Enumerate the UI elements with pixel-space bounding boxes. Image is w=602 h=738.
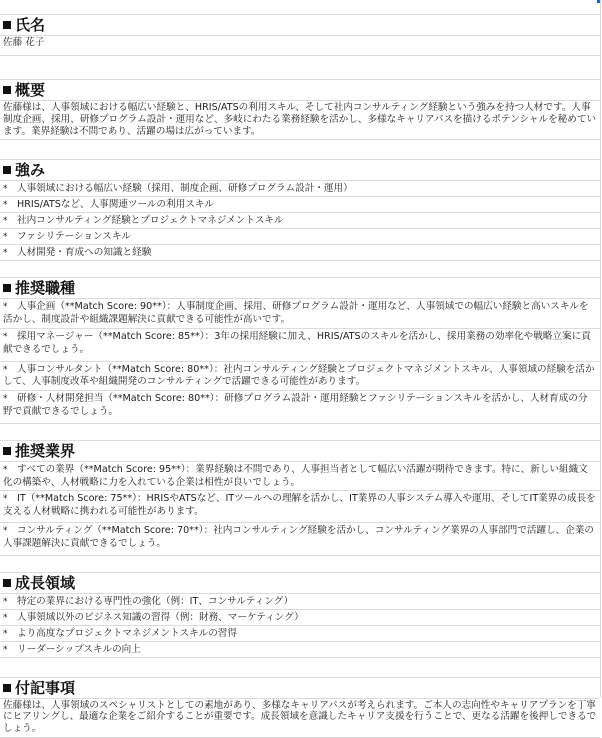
- spacer-row: [0, 424, 600, 441]
- heading-square-icon: [3, 684, 11, 692]
- heading-square-icon: [3, 21, 11, 29]
- list-item: [0, 391, 600, 424]
- list-item: [0, 229, 600, 245]
- bullet-icon: *: [3, 644, 8, 655]
- section-heading-overview: [0, 80, 600, 101]
- overview-text: 佐藤様は、人事領域における幅広い経験と、HRIS/ATSの利用スキル、そして社内コンサルティング経験という強みを持つ人材です。人事制度企画、採用、研修プログラム設計・運用など、多岐にわたる業務経験を活かし、多様なキャリアパスを描けるポテンシャルを秘めています。業界経験は不問であり、活躍の場は広がっています。: [0, 101, 600, 140]
- list-item-text: すべての業界（**Match Score: 95**）：業界経験は不問であり、人事担当者として幅広い活躍が期待できます。特に、新しい組織文化の構築や、人材戦略に力を入れている企業は相性が良いでしょう。: [3, 463, 588, 488]
- list-item-text: コンサルティング（**Match Score: 70**）：社内コンサルティング経験を活かし、コンサルティング業界の人事部門で活躍し、企業の人事課題解決に貢献できるでしょう。: [3, 524, 595, 549]
- list-item: [0, 329, 600, 362]
- bullet-icon: *: [3, 216, 8, 227]
- list-item: [0, 642, 600, 658]
- bullet-icon: *: [3, 494, 8, 505]
- list-item: [0, 299, 600, 329]
- heading-label: 付記事項: [15, 678, 76, 697]
- bullet-icon: *: [3, 331, 8, 342]
- spacer-row: [0, 658, 600, 678]
- list-item: [0, 213, 600, 229]
- heading-square-icon: [3, 166, 11, 174]
- list-item: [0, 197, 600, 213]
- list-item: [0, 491, 600, 523]
- spacer-row: [0, 556, 600, 573]
- list-item-text: より高度なプロジェクトマネジメントスキルの習得: [17, 627, 237, 639]
- list-item-text: 人事領域における幅広い経験（採用、制度企画、研修プログラム設計・運用）: [17, 183, 353, 195]
- heading-square-icon: [3, 579, 11, 587]
- list-item-text: 採用マネージャー（**Match Score: 85**）：3年の採用経験に加え、HRIS/ATSのスキルを活かし、採用業務の効率化や戦略立案に貢献できるでしょう。: [3, 330, 591, 355]
- bullet-icon: *: [3, 464, 8, 475]
- list-item-text: ファシリテーションスキル: [17, 231, 131, 243]
- list-item-text: 社内コンサルティング経験とプロジェクトマネジメントスキル: [17, 215, 284, 227]
- list-item-text: IT（**Match Score: 75**）：HRISやATSなど、ITツールへの理解を活かし、IT業界の人事システム導入や運用、そしてIT業界の成長を支える人材戦略に携われる可能性があります。: [3, 493, 596, 518]
- section-heading-name: [0, 15, 600, 36]
- section-heading-growth-areas: [0, 573, 600, 594]
- heading-square-icon: [3, 284, 11, 292]
- selection-corner-marker: [597, 0, 600, 3]
- list-item-text: 人事コンサルタント（**Match Score: 80**）：社内コンサルティング経験とプロジェクトマネジメントスキル、人事領域の経験を活かして、人事制度改革や組織開発のコンサルティングで活躍できる可能性があります。: [3, 363, 595, 388]
- bullet-icon: *: [3, 628, 8, 639]
- spacer-row: [0, 56, 600, 80]
- list-item-text: 特定の業界における専門性の強化（例：IT、コンサルティング）: [17, 595, 294, 607]
- candidate-name: 佐藤 花子: [0, 36, 600, 56]
- list-item: [0, 362, 600, 392]
- heading-label: 氏名: [15, 16, 46, 34]
- bullet-icon: *: [3, 302, 8, 313]
- section-heading-recommended-roles: [0, 278, 600, 299]
- heading-square-icon: [3, 447, 11, 455]
- bullet-icon: *: [3, 248, 8, 259]
- heading-label: 成長領域: [15, 573, 76, 592]
- list-item-text: リーダーシップスキルの向上: [17, 643, 141, 655]
- list-item: [0, 181, 600, 197]
- list-item-text: 人事企画（**Match Score: 90**）：人事制度企画、採用、研修プログラム設計・運用など、人事領域での幅広い経験と高いスキルを活かし、制度設計や組織課題解決に貢献できる可能性が高いです。: [3, 301, 589, 326]
- bullet-icon: *: [3, 525, 8, 536]
- list-item-text: 人材開発・育成への知識と経験: [17, 247, 152, 259]
- bullet-icon: *: [3, 596, 8, 607]
- bullet-icon: *: [3, 232, 8, 243]
- spacer-row: [0, 140, 600, 160]
- section-heading-recommended-industries: [0, 441, 600, 462]
- list-item: [0, 594, 600, 610]
- list-item: [0, 462, 600, 492]
- bullet-icon: *: [3, 184, 8, 195]
- section-heading-strengths: [0, 160, 600, 181]
- spacer-row: [0, 261, 600, 278]
- list-item: [0, 610, 600, 626]
- bullet-icon: *: [3, 612, 8, 623]
- list-item-text: 人事領域以外のビジネス知識の習得（例：財務、マーケティング）: [17, 611, 304, 623]
- heading-label: 概要: [15, 81, 46, 99]
- notes-text: 佐藤様は、人事領域のスペシャリストとしての素地があり、多様なキャリアパスが考えられます。ご本人の志向性やキャリアプランを丁寧にヒアリングし、最適な企業をご紹介することが重要です。成長領域を意識したキャリア支援を行うことで、更なる活躍を後押しできるでしょう。: [0, 699, 600, 738]
- heading-square-icon: [3, 86, 11, 94]
- heading-label: 強み: [15, 161, 46, 180]
- heading-label: 推奨職種: [15, 279, 76, 298]
- list-item: [0, 626, 600, 642]
- list-item-text: HRIS/ATSなど、人事関連ツールの利用スキル: [17, 199, 215, 211]
- bullet-icon: *: [3, 200, 8, 211]
- list-item: [0, 245, 600, 261]
- bullet-icon: *: [3, 364, 8, 375]
- heading-label: 推奨業界: [15, 441, 76, 460]
- spacer-row: [0, 0, 600, 15]
- section-heading-notes: [0, 678, 600, 699]
- list-item-text: 研修・人材開発担当（**Match Score: 80**）：研修プログラム設計・運用経験とファシリテーションスキルを活かし、人材育成の分野で貢献できるでしょう。: [3, 393, 588, 417]
- list-item: [0, 523, 600, 556]
- bullet-icon: *: [3, 394, 8, 405]
